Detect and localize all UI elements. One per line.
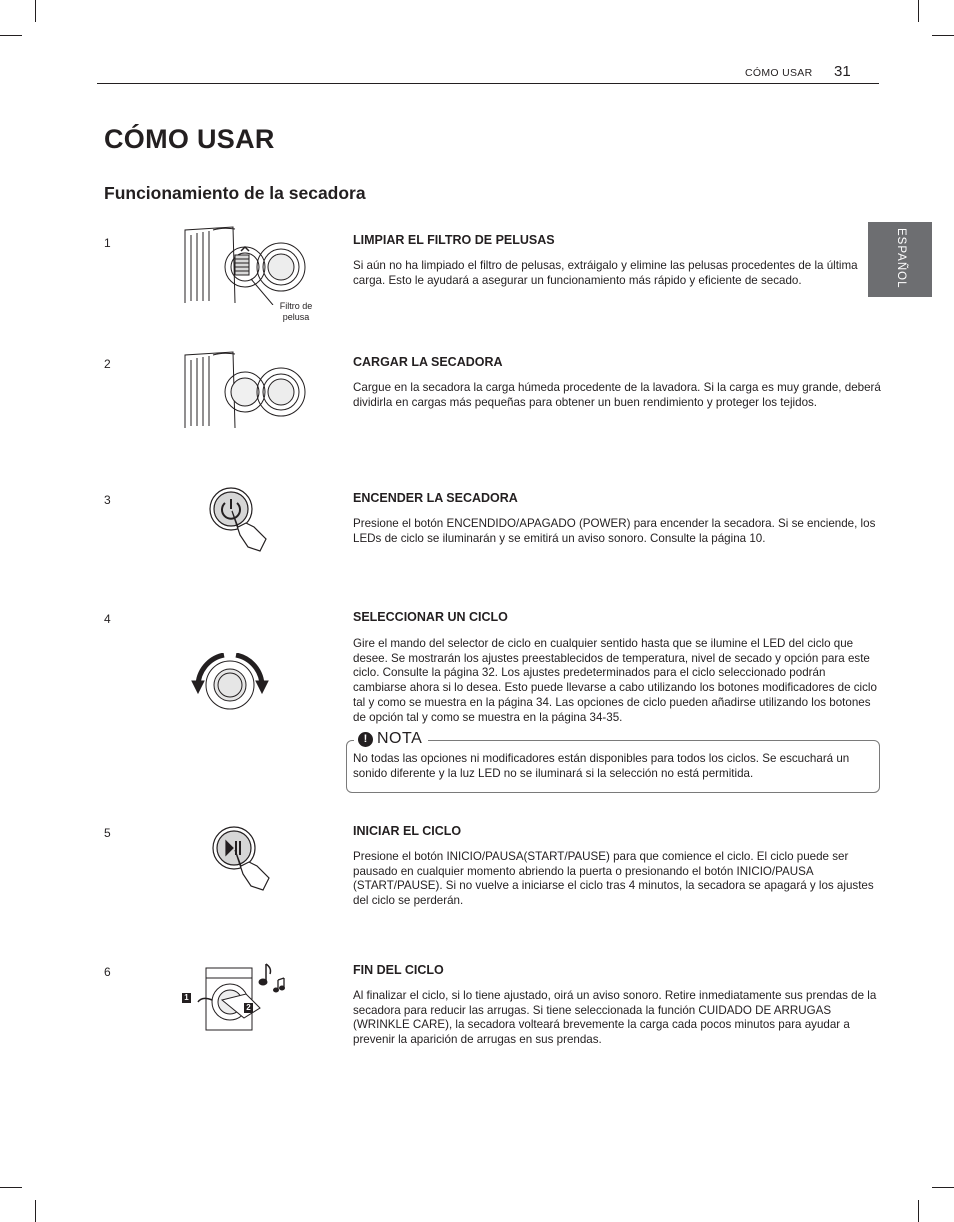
step-number: 3 <box>104 493 111 507</box>
crop-mark <box>35 0 36 22</box>
crop-mark <box>35 1200 36 1222</box>
power-button-press-illustration <box>208 487 274 555</box>
step-title: SELECCIONAR UN CICLO <box>353 610 508 624</box>
header-rule <box>97 83 879 84</box>
section-subtitle: Funcionamiento de la secadora <box>104 183 366 203</box>
step-number: 2 <box>104 357 111 371</box>
page-number: 31 <box>834 63 851 80</box>
end-of-cycle-illustration <box>182 960 290 1034</box>
cycle-selector-knob-illustration <box>190 653 270 713</box>
header-section-label: CÓMO USAR <box>745 67 813 79</box>
step-number: 6 <box>104 965 111 979</box>
start-pause-button-press-illustration <box>211 826 277 894</box>
step-text: Si aún no ha limpiado el filtro de pelusas, extráigalo y elimine las pelusas procedentes de la última carga. Esto le ayudará a asegurar un funcionamiento más rápido y eficiente de secado. <box>353 259 858 287</box>
step-text: Presione el botón ENCENDIDO/APAGADO (POWER) para encender la secadora. Si se enciende, los LEDs de ciclo se iluminarán y se emitirá un aviso sonoro. Consulte la página 10. <box>353 517 876 545</box>
step-text: Gire el mando del selector de ciclo en cualquier sentido hasta que se ilumine el LED del ciclo que desee. Se mostrarán los ajustes preestablecidos de temperatura, nivel de secado y opción para este ciclo. Consulte la página 32. Los ajustes predeterminados para el ciclo seleccionado podrán cambiarse ahora si lo desea. Esto puede llevarse a cabo utilizando los botones modificadores de ciclo tal y como se muestra en la página 34. Las opciones de ciclo pueden añadirse utilizando los botones de opción tal y como se muestra en la página 34-35. <box>353 637 877 724</box>
step-text: Al finalizar el ciclo, si lo tiene ajustado, oirá un aviso sonoro. Retire inmediatamente sus prendas de la secadora para reducir las arrugas. Si tiene seleccionada la función CUIDADO DE ARRUGAS (WRINKLE CARE), la secadora volteará brevemente la carga cada pocos minutos para ayudar a prevenir la aparición de arrugas en sus prendas. <box>353 989 877 1047</box>
note-label-text: NOTA <box>377 730 423 747</box>
step-badge: 2 <box>244 1003 253 1013</box>
lint-filter-caption: Filtro de pelusa <box>279 301 313 322</box>
language-tab-label: ESPAÑOL <box>895 228 907 289</box>
step-number: 4 <box>104 612 111 626</box>
crop-mark <box>932 35 954 36</box>
crop-mark <box>932 1187 954 1188</box>
crop-mark <box>918 1200 919 1222</box>
step-title: ENCENDER LA SECADORA <box>353 491 518 505</box>
step-badge: 1 <box>182 993 191 1003</box>
note-label <box>354 730 428 748</box>
page-title: CÓMO USAR <box>104 124 275 154</box>
crop-mark <box>0 1187 22 1188</box>
step-number: 5 <box>104 826 111 840</box>
note-text: No todas las opciones ni modificadores están disponibles para todos los ciclos. Se escuchará un sonido diferente y la luz LED no se iluminará si la selección no está permitida. <box>353 752 850 780</box>
crop-mark <box>918 0 919 22</box>
crop-mark <box>0 35 22 36</box>
step-text: Presione el botón INICIO/PAUSA(START/PAUSE) para que comience el ciclo. El ciclo puede ser pausado en cualquier momento abriendo la puerta o presionando el botón INICIO/PAUSA (START/PAUSE). Si no vuelve a iniciarse el ciclo tras 4 minutos, la secadora se apagará y los ajustes del ciclo se perderán. <box>353 850 874 908</box>
step-title: LIMPIAR EL FILTRO DE PELUSAS <box>353 233 555 247</box>
step-title: CARGAR LA SECADORA <box>353 355 503 369</box>
step-text: Cargue en la secadora la carga húmeda procedente de la lavadora. Si la carga es muy grande, deberá dividirla en cargas más pequeñas para obtener un buen rendimiento y proteger los tejidos. <box>353 381 881 409</box>
step-title: INICIAR EL CICLO <box>353 824 462 838</box>
dryer-load-illustration <box>183 350 313 430</box>
step-title: FIN DEL CICLO <box>353 963 444 977</box>
step-number: 1 <box>104 236 111 250</box>
exclamation-icon: ! <box>358 732 373 747</box>
dryer-lint-filter-illustration <box>183 225 313 305</box>
